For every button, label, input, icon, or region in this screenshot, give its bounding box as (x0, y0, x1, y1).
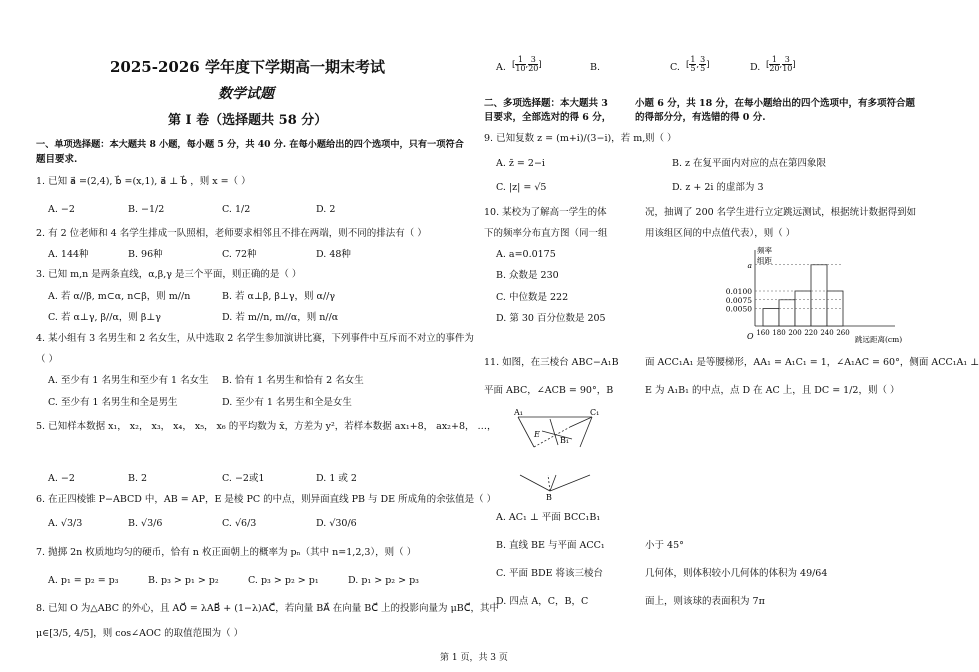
q11-stem-line2: 平面 ABC，∠ACB = 90°，B (484, 385, 614, 396)
q3-stem: 3. 已知 m,n 是两条直线，α,β,γ 是三个平面，则正确的是（ ） (36, 269, 302, 280)
exam-subtitle: 数学试题 (218, 86, 274, 102)
q9-option-d: D. z + 2i 的虚部为 3 (672, 182, 764, 193)
x-axis-label: 跳远距离(cm) (855, 335, 903, 344)
q10-stem2-right: 用该组区间的中点值代表），则（ ） (645, 228, 796, 239)
histogram-bar (779, 300, 795, 326)
q7-option-d: D. p₁ > p₂ > p₃ (348, 575, 419, 586)
x-tick-label: 200 (788, 329, 802, 337)
section1-heading: 一、单项选择题：本大题共 8 小题，每小题 5 分，共 40 分. 在每小题给出的四个选项中，只有一项符合 (36, 139, 464, 150)
q8-option-c-label: C. (670, 62, 680, 73)
q3-option-a: A. 若 α//β, m⊂α, n⊂β，则 m//n (48, 291, 191, 302)
q1-option-b: B. −1/2 (128, 204, 165, 215)
q4-option-c: C. 至少有 1 名男生和全是男生 (48, 397, 178, 408)
q10-option-b: B. 众数是 230 (496, 270, 559, 281)
q11-stem2-right: E 为 A₁B₁ 的中点，点 D 在 AC 上，且 DC = 1/2，则（ ） (645, 385, 900, 396)
q8-option-c-value: [ $\frac{1}{5}$ , $\frac{3}{5}$ ] (686, 55, 710, 73)
q9-stem: 9. 已知复数 z = (m+i)/(3−i)，若 m, (484, 133, 646, 144)
y-tick-label: a (747, 260, 752, 270)
q5-option-a: A. −2 (48, 473, 75, 484)
q11-option-d-right: 面上，则该球的表面积为 7π (645, 596, 765, 607)
q5-stem: 5. 已知样本数据 x₁， x₂， x₃， x₄， x₅， x₆ 的平均数为 x̄，方差为 y²，若样本数据 ax₁+8， ax₂+8， …， (36, 421, 497, 432)
q7-option-b: B. p₃ > p₁ > p₂ (148, 575, 219, 586)
q7-stem: 7. 抛掷 2n 枚质地均匀的硬币，恰有 n 枚正面朝上的概率为 pₙ（其中 n=1,2,3），则（ ） (36, 547, 417, 558)
section2-heading-left: 二、多项选择题：本大题共 3 (484, 98, 608, 109)
q1-option-d: D. 2 (316, 204, 336, 215)
q8-option-a-value: [ $\frac{1}{10}$ , $\frac{3}{20}$ ] (512, 55, 542, 73)
label-a1: A₁ (514, 408, 523, 417)
q7-option-a: A. p₁ = p₂ = p₃ (48, 575, 119, 586)
exam-title: 2025-2026 学年度下学期高一期末考试 (110, 58, 385, 76)
q8-option-a-label: A. (496, 62, 506, 73)
q1-stem: 1. 已知 a⃗ =(2,4), b⃗ =(x,1), a⃗ ⊥ b⃗ ，则 x =（ ） (36, 176, 251, 187)
q6-option-a: A. √3/3 (48, 518, 83, 529)
label-e: E (534, 430, 540, 439)
label-c1: C₁ (590, 408, 600, 417)
q3-option-c: C. 若 α⊥γ, β//α，则 β⊥γ (48, 312, 161, 323)
q3-option-d: D. 若 m//n, m//α，则 n//α (222, 312, 339, 323)
x-tick-label: 220 (804, 329, 818, 337)
ylabel-bottom: 组距 (757, 256, 772, 265)
q11-option-b: B. 直线 BE 与平面 ACC₁ (496, 540, 605, 551)
x-tick-label: 240 (820, 329, 834, 337)
q4-option-d: D. 至少有 1 名男生和全是女生 (222, 397, 352, 408)
q2-option-b: B. 96种 (128, 249, 163, 260)
q1-option-a: A. −2 (48, 204, 75, 215)
q5-option-c: C. −2或1 (222, 473, 265, 484)
q2-option-a: A. 144种 (48, 249, 89, 260)
y-tick-label: 0.0075 (725, 295, 752, 305)
q10-stem-line2: 下的频率分布直方图（同一组 (484, 228, 608, 239)
q1-option-c: C. 1/2 (222, 204, 251, 215)
y-tick-label: 0.0050 (725, 304, 752, 314)
q8-option-b-label: B. (590, 62, 601, 73)
q8-stem: 8. 已知 O 为△ABC 的外心，且 AO⃗ = λAB⃗ + (1−λ)AC⃗，若向量 BA⃗ 在向量 BC⃗ 上的投影向量为 μBC⃗，其中 (36, 603, 500, 614)
section2-heading-right: 小题 6 分，共 18 分，在每小题给出的四个选项中，有多项符合题 (635, 98, 916, 109)
q5-option-b: B. 2 (128, 473, 148, 484)
q4-stem: 4. 某小组有 3 名男生和 2 名女生，从中选取 2 名学生参加演讲比赛，下列事件中互斥而不对立的事件为 (36, 333, 474, 344)
x-tick-label: 260 (836, 329, 850, 337)
q3-option-b: B. 若 α⊥β, β⊥γ，则 α//γ (222, 291, 336, 302)
q6-stem: 6. 在正四棱锥 P−ABCD 中，AB = AP，E 是棱 PC 的中点，则异面直线 PB 与 DE 所成角的余弦值是（ ） (36, 494, 497, 505)
q6-option-c: C. √6/3 (222, 518, 257, 529)
label-b1: B₁ (560, 436, 570, 445)
section2-line2-right: 的得部分分，有选错的得 0 分. (635, 112, 766, 123)
histogram-bar (763, 309, 779, 327)
q9-stem-right: 则（ ） (645, 133, 677, 144)
q11-stem-right: 面 ACC₁A₁ 是等腰梯形，AA₁ = A₁C₁ = 1，∠A₁AC = 60°，侧面 ACC₁A₁ ⊥ (645, 357, 979, 368)
origin-label: O (747, 332, 754, 341)
q6-option-d: D. √30/6 (316, 518, 357, 529)
q10-option-a: A. a=0.0175 (496, 249, 556, 260)
q11-option-c: C. 平面 BDE 将该三棱台 (496, 568, 604, 579)
q8-option-d-label: D. (750, 62, 761, 73)
q4-option-b: B. 恰有 1 名男生和恰有 2 名女生 (222, 375, 364, 386)
q2-option-c: C. 72种 (222, 249, 257, 260)
y-tick-label: 0.0100 (725, 287, 752, 296)
q6-option-b: B. √3/6 (128, 518, 163, 529)
q8-option-d-value: [ $\frac{1}{20}$ , $\frac{3}{10}$ ] (766, 55, 796, 73)
q10-option-c: C. 中位数是 222 (496, 292, 569, 303)
histogram-bar (811, 265, 827, 326)
q9-option-a: A. z̄ = 2−i (496, 158, 545, 169)
page-footer: 第 1 页，共 3 页 (440, 653, 508, 663)
part-heading: 第 I 卷（选择题共 58 分） (168, 113, 328, 128)
q10-option-d: D. 第 30 百分位数是 205 (496, 313, 606, 324)
x-tick-label: 160 (756, 329, 770, 337)
q7-option-c: C. p₃ > p₂ > p₁ (248, 575, 319, 586)
q10-stem: 10. 某校为了解高一学生的体 (484, 207, 607, 218)
q9-option-b: B. z 在复平面内对应的点在第四象限 (672, 158, 827, 169)
frequency-histogram (715, 244, 905, 344)
q10-stem-right: 况，抽调了 200 名学生进行立定跳远测试，根据统计数据得到如 (645, 207, 917, 218)
frustum-figure (510, 405, 605, 500)
q4-stem-line2: （ ） (36, 354, 59, 365)
q11-option-d: D. 四点 A，C，B，C (496, 596, 589, 607)
middle-column (480, 0, 646, 672)
q5-option-d: D. 1 或 2 (316, 473, 357, 484)
q11-option-c-right: 几何体，则体积较小几何体的体积为 49/64 (645, 568, 828, 579)
label-b: B (546, 493, 552, 502)
q11-option-a: A. AC₁ ⊥ 平面 BCC₁B₁ (496, 512, 601, 523)
q8-stem-line2: μ∈[3/5, 4/5]，则 cos∠AOC 的取值范围为（ ） (36, 628, 244, 639)
q2-option-d: D. 48种 (316, 249, 351, 260)
q4-option-a: A. 至少有 1 名男生和至少有 1 名女生 (48, 375, 209, 386)
q9-option-c: C. |z| = √5 (496, 182, 547, 193)
x-tick-label: 180 (772, 329, 786, 337)
q2-stem: 2. 有 2 位老师和 4 名学生排成一队照相，老师要求相邻且不排在两端，则不同的排法有（ ） (36, 228, 427, 239)
section1-heading-line2: 题目要求. (36, 154, 78, 165)
section2-line2-left: 目要求，全部选对的得 6 分， (484, 112, 612, 123)
q11-stem: 11. 如图，在三棱台 ABC−A₁B (484, 357, 619, 368)
q11-option-b-right: 小于 45° (645, 540, 684, 551)
ylabel-top: 频率 (757, 246, 772, 255)
